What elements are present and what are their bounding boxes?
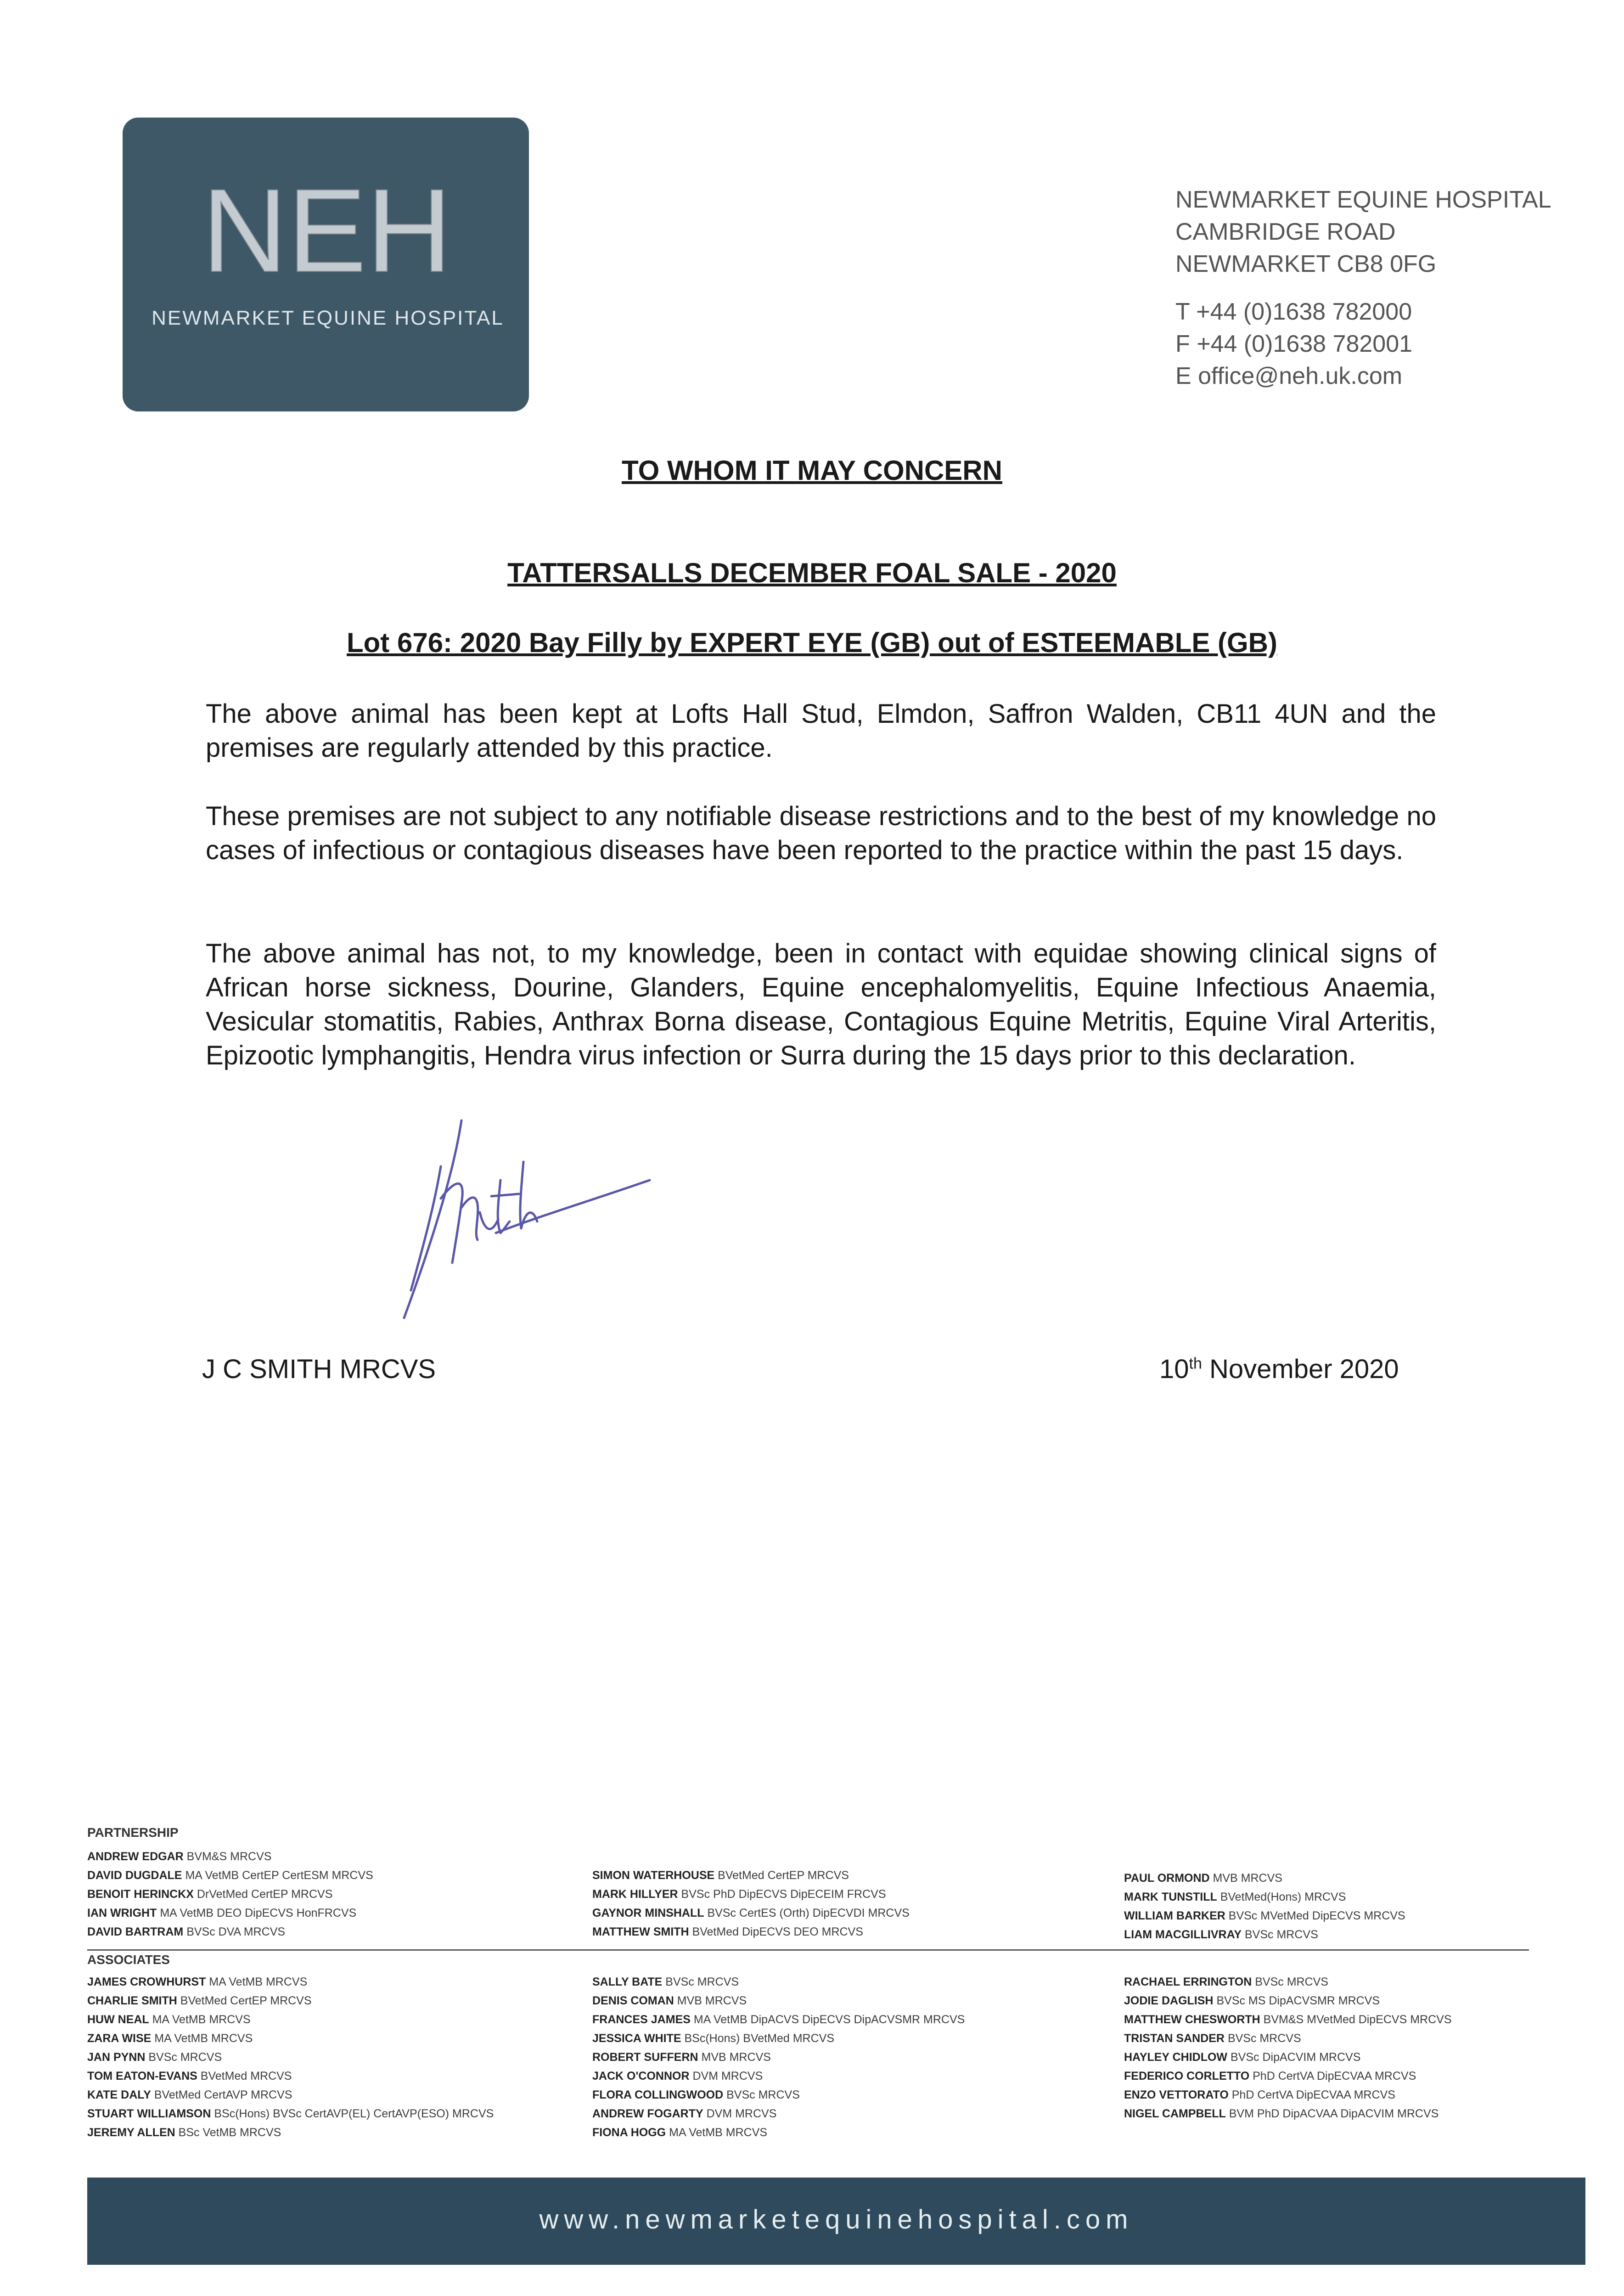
partnership-column-1 <box>87 1847 373 1941</box>
staff-entry: LIAM MACGILLIVRAY BVSc MRCVS <box>1124 1928 1318 1941</box>
staff-entry: WILLIAM BARKER BVSc MVetMed DipECVS MRCVS <box>1124 1909 1405 1922</box>
staff-entry: GAYNOR MINSHALL BVSc CertES (Orth) DipECVDI MRCVS <box>592 1907 910 1919</box>
staff-entry: SALLY BATE BVSc MRCVS <box>592 1975 739 1988</box>
staff-entry: JACK O'CONNOR DVM MRCVS <box>592 2070 763 2082</box>
staff-entry: SIMON WATERHOUSE BVetMed CertEP MRCVS <box>592 1869 849 1882</box>
paragraph-disease-restrictions: These premises are not subject to any notifiable disease restrictions and to the best of my knowledge no cases of infectious or contagious diseases have been reported to the practice within the past 15 days. <box>206 801 1436 865</box>
associates-column-3 <box>1124 1973 1452 2123</box>
staff-entry: KATE DALY BVetMed CertAVP MRCVS <box>87 2088 292 2101</box>
staff-entry: FIONA HOGG MA VetMB MRCVS <box>592 2126 768 2139</box>
associates-title: ASSOCIATES <box>87 1953 170 1967</box>
staff-entry: TOM EATON-EVANS BVetMed MRCVS <box>87 2070 292 2082</box>
date-month-year: November 2020 <box>1209 1354 1399 1384</box>
signer-name: J C SMITH MRCVS <box>202 1354 436 1384</box>
staff-entry: RACHAEL ERRINGTON BVSc MRCVS <box>1124 1975 1328 1988</box>
partnership-column-3 <box>1124 1869 1405 1944</box>
staff-entry: MARK TUNSTILL BVetMed(Hons) MRCVS <box>1124 1891 1346 1903</box>
heading-sale: TATTERSALLS DECEMBER FOAL SALE - 2020 <box>507 557 1117 588</box>
staff-entry: HAYLEY CHIDLOW BVSc DipACVIM MRCVS <box>1124 2051 1361 2064</box>
staff-entry: JODIE DAGLISH BVSc MS DipACVSMR MRCVS <box>1124 1994 1380 2007</box>
staff-entry: FRANCES JAMES MA VetMB DipACVS DipECVS DipACVSMR MRCVS <box>592 2013 965 2026</box>
staff-entry: ANDREW FOGARTY DVM MRCVS <box>592 2107 777 2120</box>
phone-number: T +44 (0)1638 782000 <box>1175 298 1412 325</box>
staff-entry: ENZO VETTORATO PhD CertVA DipECVAA MRCVS <box>1124 2088 1395 2101</box>
logo-letters-text: NEH <box>202 184 452 276</box>
staff-entry: MATTHEW SMITH BVetMed DipECVS DEO MRCVS <box>592 1925 863 1938</box>
staff-entry: STUART WILLIAMSON BSc(Hons) BVSc CertAVP(EL) CertAVP(ESO) MRCVS <box>87 2107 494 2120</box>
address-line-2: CAMBRIDGE ROAD <box>1175 219 1396 245</box>
fax-number: F +44 (0)1638 782001 <box>1175 331 1413 357</box>
staff-entry: DAVID BARTRAM BVSc DVA MRCVS <box>87 1925 286 1938</box>
staff-entry: IAN WRIGHT MA VetMB DEO DipECVS HonFRCVS <box>87 1907 357 1919</box>
staff-entry: JESSICA WHITE BSc(Hons) BVetMed MRCVS <box>592 2032 834 2045</box>
hospital-address <box>1175 184 1551 392</box>
staff-entry: JEREMY ALLEN BSc VetMB MRCVS <box>87 2126 281 2139</box>
heading-lot: Lot 676: 2020 Bay Filly by EXPERT EYE (GB) out of ESTEEMABLE (GB) <box>347 627 1277 658</box>
paragraph-premises: The above animal has been kept at Lofts Hall Stud, Elmdon, Saffron Walden, CB11 4UN and the premises are regularly attended by this practice. <box>206 699 1436 763</box>
neh-logo <box>123 118 529 411</box>
email-address: E office@neh.uk.com <box>1175 363 1403 389</box>
staff-entry: TRISTAN SANDER BVSc MRCVS <box>1124 2032 1301 2045</box>
staff-entry: JAN PYNN BVSc MRCVS <box>87 2051 222 2064</box>
address-line-3: NEWMARKET CB8 0FG <box>1175 251 1437 277</box>
associates-column-2 <box>592 1973 965 2142</box>
staff-entry: ANDREW EDGAR BVM&S MRCVS <box>87 1850 272 1863</box>
staff-entry: DAVID DUGDALE MA VetMB CertEP CertESM MRCVS <box>87 1869 373 1882</box>
declaration-date <box>1159 1354 1399 1384</box>
staff-entry: MARK HILLYER BVSc PhD DipECVS DipECEIM FRCVS <box>592 1888 886 1901</box>
partnership-title: PARTNERSHIP <box>87 1825 179 1840</box>
staff-entry: NIGEL CAMPBELL BVM PhD DipACVAA DipACVIM MRCVS <box>1124 2107 1439 2120</box>
heading-to-whom: TO WHOM IT MAY CONCERN <box>622 455 1002 486</box>
staff-entry: BENOIT HERINCKX DrVetMed CertEP MRCVS <box>87 1888 333 1901</box>
staff-entry: DENIS COMAN MVB MRCVS <box>592 1994 747 2007</box>
footer-bar <box>87 2178 1585 2265</box>
website-url[interactable]: www.newmarketequinehospital.com <box>539 2205 1134 2234</box>
staff-entry: FLORA COLLINGWOOD BVSc MRCVS <box>592 2088 800 2101</box>
paragraph-contact-declaration: The above animal has not, to my knowledge, been in contact with equidae showing clinical signs of African horse sickness, Dourine, Glanders, Equine encephalomyelitis, Equine Infectious Anaemia, Vesicular stomatitis, Rabies, Anthrax Borna disease, Contagious Equine Metritis, Equine Viral Arteritis, Epizootic lymphangitis, Hendra virus infection or Surra during the 15 days prior to this declaration. <box>206 939 1436 1070</box>
section-divider <box>87 1949 1529 1951</box>
staff-entry: CHARLIE SMITH BVetMed CertEP MRCVS <box>87 1994 312 2007</box>
partnership-column-2 <box>592 1866 910 1941</box>
staff-entry: JAMES CROWHURST MA VetMB MRCVS <box>87 1975 308 1988</box>
staff-entry: HUW NEAL MA VetMB MRCVS <box>87 2013 251 2026</box>
handwritten-signature <box>386 1111 661 1327</box>
staff-entry: MATTHEW CHESWORTH BVM&S MVetMed DipECVS MRCVS <box>1124 2013 1452 2026</box>
staff-entry: PAUL ORMOND MVB MRCVS <box>1124 1872 1282 1885</box>
logo-subtitle: NEWMARKET EQUINE HOSPITAL <box>152 307 504 329</box>
associates-column-1 <box>87 1973 494 2142</box>
address-line-1: NEWMARKET EQUINE HOSPITAL <box>1175 186 1551 213</box>
staff-entry: ZARA WISE MA VetMB MRCVS <box>87 2032 253 2045</box>
logo-letters <box>150 184 504 276</box>
date-day: 10 <box>1159 1354 1189 1384</box>
date-suffix: th <box>1189 1355 1202 1373</box>
staff-entry: ROBERT SUFFERN MVB MRCVS <box>592 2051 771 2064</box>
staff-entry: FEDERICO CORLETTO PhD CertVA DipECVAA MRCVS <box>1124 2070 1416 2082</box>
